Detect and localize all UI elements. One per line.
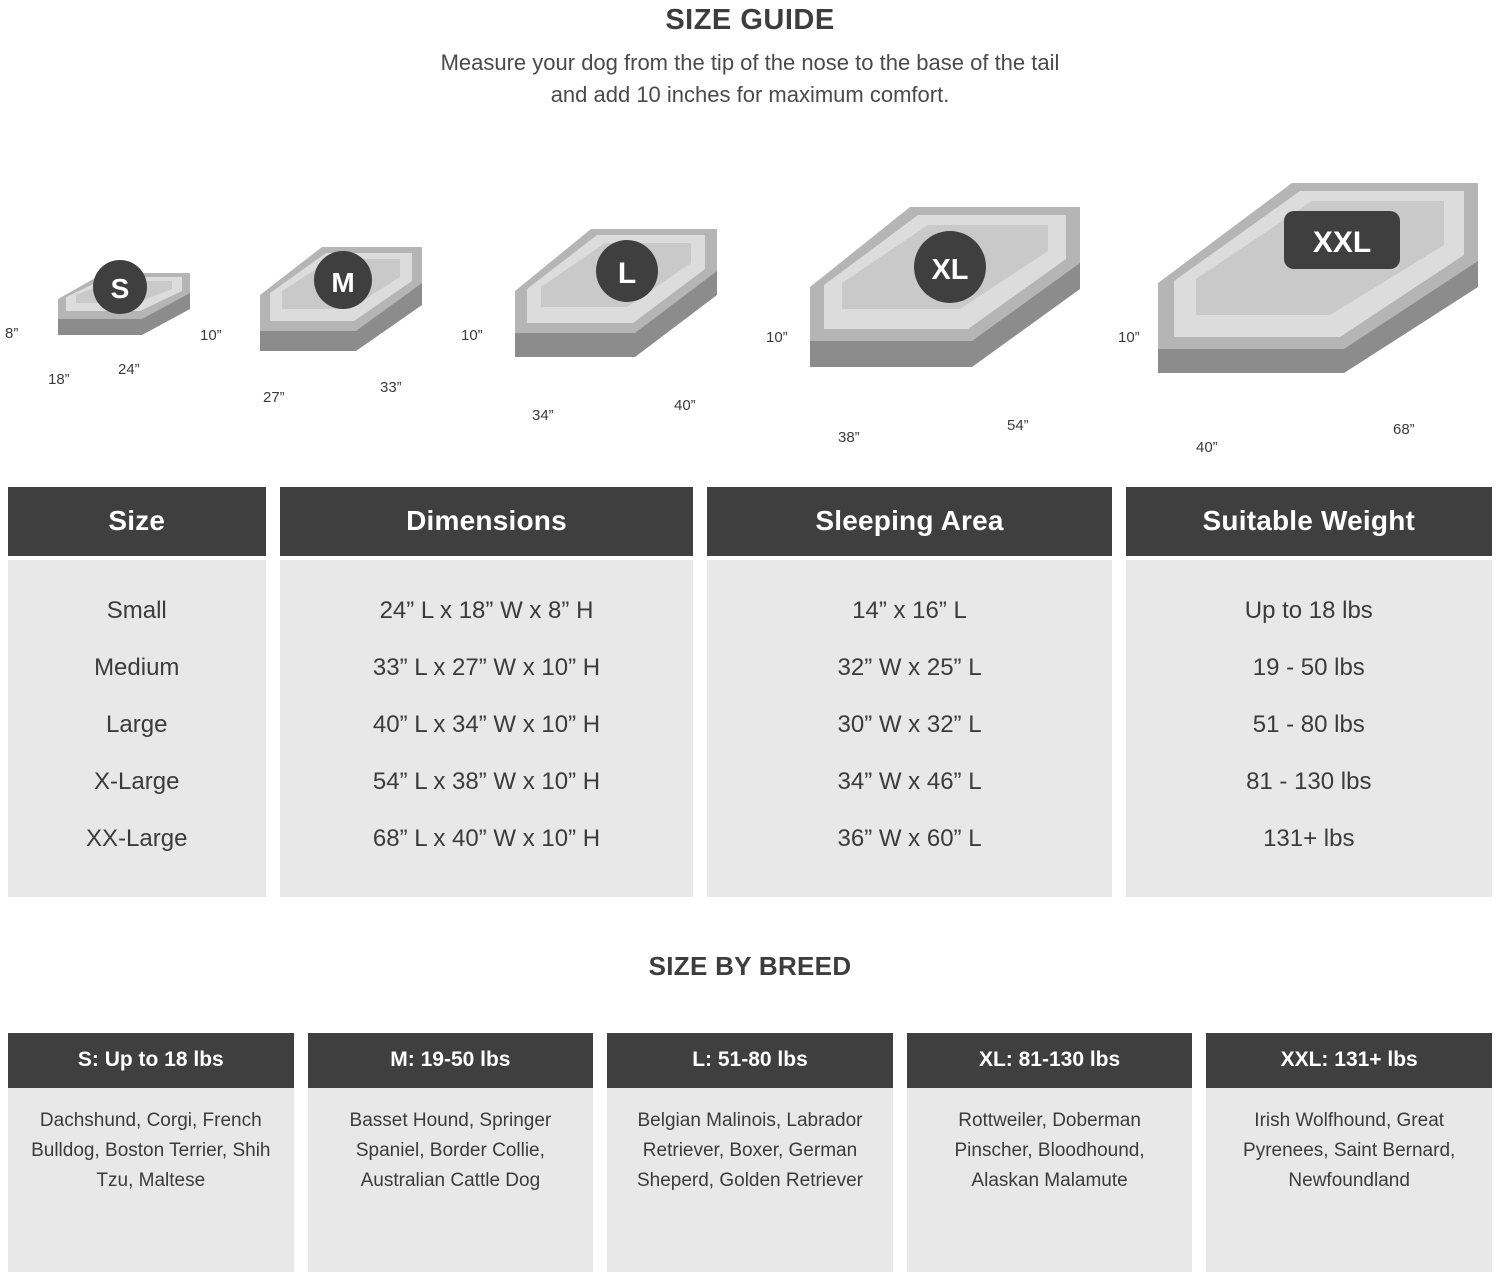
breed-table	[8, 1033, 1492, 1272]
table-cell-sleeping-area: 14” x 16” L	[852, 597, 967, 624]
dim-length-xxlarge: 68”	[1393, 421, 1415, 438]
table-column-sleeping-area	[707, 560, 1111, 897]
dim-width-medium: 27”	[263, 389, 285, 406]
column-header-suitable-weight: Suitable Weight	[1126, 487, 1492, 556]
dim-width-large: 34”	[532, 407, 554, 424]
size-badge-large	[591, 235, 663, 307]
dim-length-small: 24”	[118, 361, 140, 378]
breed-column-list: Rottweiler, Doberman Pinscher, Bloodhound, Alaskan Malamute	[907, 1088, 1193, 1272]
table-cell-dimensions: 54” L x 38” W x 10” H	[372, 768, 601, 795]
svg-text:S: S	[110, 273, 130, 304]
table-cell-weight: 81 - 130 lbs	[1246, 768, 1372, 795]
breed-column-xxlarge	[1206, 1033, 1492, 1272]
table-cell-dimensions: 40” L x 34” W x 10” H	[372, 711, 601, 738]
dim-height-xxlarge: 10”	[1118, 329, 1140, 346]
size-badge-xlarge	[910, 227, 990, 307]
breed-column-xlarge	[907, 1033, 1193, 1272]
bed-illustration-xlarge	[790, 179, 1120, 379]
dim-width-xxlarge: 40”	[1196, 439, 1218, 456]
dim-width-xlarge: 38”	[838, 429, 860, 446]
size-badge-medium	[310, 247, 376, 313]
dim-length-medium: 33”	[380, 379, 402, 396]
svg-text:M: M	[331, 267, 355, 298]
breed-column-header: XL: 81-130 lbs	[907, 1033, 1193, 1088]
dim-height-xlarge: 10”	[766, 329, 788, 346]
dim-height-small: 8”	[5, 325, 19, 342]
header-subtitle-line-2: and add 10 inches for maximum comfort.	[550, 82, 950, 107]
dim-height-large: 10”	[461, 327, 483, 344]
table-cell-size: Large	[106, 711, 168, 738]
breed-column-header: M: 19-50 lbs	[308, 1033, 594, 1088]
breed-column-list: Belgian Malinois, Labrador Retriever, Boxer, German Sheperd, Golden Retriever	[607, 1088, 893, 1272]
size-table	[8, 487, 1492, 897]
table-cell-size: X-Large	[94, 768, 180, 795]
bed-illustration-small	[30, 247, 210, 367]
bed-illustration-large	[495, 199, 755, 369]
table-cell-weight: 19 - 50 lbs	[1252, 654, 1365, 681]
breed-column-medium	[308, 1033, 594, 1272]
breed-column-header: XXL: 131+ lbs	[1206, 1033, 1492, 1088]
bed-shape-xxlarge-icon	[1140, 157, 1500, 387]
table-cell-sleeping-area: 36” W x 60” L	[837, 825, 982, 852]
breed-column-header: L: 51-80 lbs	[607, 1033, 893, 1088]
header-subtitle-line-1: Measure your dog from the tip of the nose to the base of the tail	[440, 50, 1060, 75]
table-cell-sleeping-area: 32” W x 25” L	[837, 654, 982, 681]
table-cell-weight: 131+ lbs	[1263, 825, 1355, 852]
svg-text:XXL: XXL	[1312, 226, 1372, 259]
dim-length-xlarge: 54”	[1007, 417, 1029, 434]
svg-text:L: L	[617, 257, 637, 290]
table-header-row	[8, 487, 1492, 556]
breed-column-header: S: Up to 18 lbs	[8, 1033, 294, 1088]
table-cell-weight: 51 - 80 lbs	[1252, 711, 1365, 738]
size-badge-small	[90, 257, 150, 317]
dim-length-large: 40”	[674, 397, 696, 414]
table-cell-weight: Up to 18 lbs	[1244, 597, 1373, 624]
page-title: SIZE GUIDE	[665, 4, 835, 36]
table-column-size	[8, 560, 266, 897]
table-cell-dimensions: 68” L x 40” W x 10” H	[372, 825, 601, 852]
table-column-dimensions	[280, 560, 694, 897]
table-cell-size: Small	[106, 597, 167, 624]
table-cell-sleeping-area: 34” W x 46” L	[837, 768, 982, 795]
column-header-size: Size	[8, 487, 266, 556]
header	[0, 0, 1500, 111]
dim-height-medium: 10”	[200, 327, 222, 344]
table-cell-dimensions: 24” L x 18” W x 8” H	[379, 597, 594, 624]
size-badge-xxlarge	[1282, 209, 1402, 271]
table-cell-sleeping-area: 30” W x 32” L	[837, 711, 982, 738]
breed-section-title: SIZE BY BREED	[648, 951, 852, 981]
table-cell-dimensions: 33” L x 27” W x 10” H	[372, 654, 601, 681]
table-body	[8, 560, 1492, 897]
breed-column-large	[607, 1033, 893, 1272]
breed-column-small	[8, 1033, 294, 1272]
breed-column-list: Basset Hound, Springer Spaniel, Border Collie, Australian Cattle Dog	[308, 1088, 594, 1272]
table-cell-size: XX-Large	[86, 825, 188, 852]
bed-illustration-medium	[238, 219, 458, 369]
dim-width-small: 18”	[48, 371, 70, 388]
breed-column-list: Dachshund, Corgi, French Bulldog, Boston Terrier, Shih Tzu, Maltese	[8, 1088, 294, 1272]
table-cell-size: Medium	[94, 654, 180, 681]
column-header-dimensions: Dimensions	[280, 487, 694, 556]
table-column-suitable-weight	[1126, 560, 1492, 897]
bed-illustrations	[0, 139, 1500, 456]
svg-text:XL: XL	[931, 254, 969, 286]
column-header-sleeping-area: Sleeping Area	[707, 487, 1111, 556]
breed-column-list: Irish Wolfhound, Great Pyrenees, Saint Bernard, Newfoundland	[1206, 1088, 1492, 1272]
bed-illustration-xxlarge	[1140, 157, 1500, 387]
